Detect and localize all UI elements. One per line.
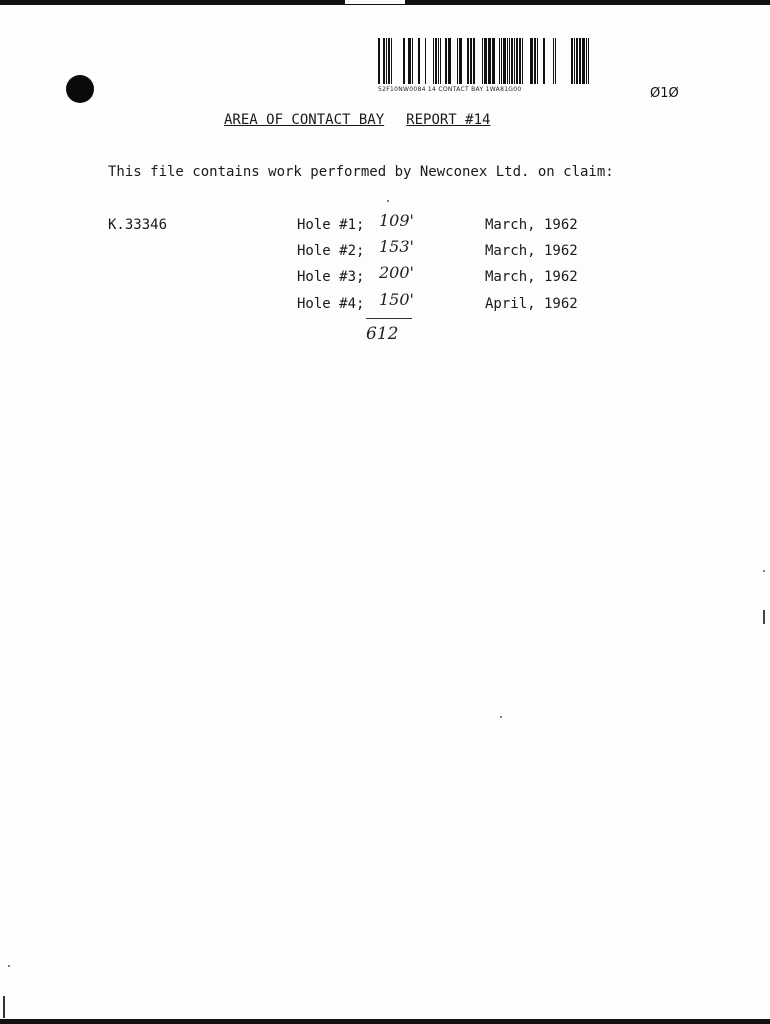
claim-number: K.33346 — [108, 217, 168, 233]
hole-date: March, 1962 — [485, 243, 578, 259]
hole-depth-handwritten: 200' — [379, 263, 414, 282]
hole-depth-handwritten: 150' — [379, 290, 414, 309]
barcode-image — [378, 38, 594, 84]
hole-row — [297, 263, 617, 291]
hole-row — [297, 211, 617, 239]
scan-edge-mark — [763, 610, 765, 624]
scan-top-border-gap — [345, 0, 405, 4]
hole-date: March, 1962 — [485, 217, 578, 233]
hole-depth-handwritten: 153' — [379, 237, 414, 256]
scan-speck — [8, 965, 10, 967]
total-depth-handwritten: 612 — [366, 324, 399, 344]
title-area: AREA OF CONTACT BAY — [224, 112, 385, 128]
hole-depth-handwritten: 109' — [379, 211, 414, 230]
hole-row — [297, 237, 617, 265]
scan-bottom-border — [0, 1019, 770, 1024]
page-title — [224, 112, 490, 128]
hole-date: April, 1962 — [485, 296, 578, 312]
hole-label: Hole #2; — [297, 243, 365, 259]
punch-hole — [66, 75, 94, 103]
barcode-caption: 52F10NW0084 14 CONTACT BAY 1WA81G00 — [378, 86, 522, 93]
page-number: Ø1Ø — [650, 86, 679, 101]
scan-speck — [763, 570, 765, 572]
hole-label: Hole #3; — [297, 269, 365, 285]
hole-label: Hole #4; — [297, 296, 365, 312]
hole-date: March, 1962 — [485, 269, 578, 285]
scan-speck — [500, 716, 502, 718]
sum-underline — [366, 318, 412, 319]
title-report: REPORT #14 — [406, 112, 491, 128]
scan-edge-mark — [3, 996, 5, 1018]
intro-text: This file contains work performed by Newconex Ltd. on claim: — [108, 164, 614, 180]
scan-speck — [387, 200, 389, 202]
hole-row — [297, 290, 617, 318]
hole-label: Hole #1; — [297, 217, 365, 233]
